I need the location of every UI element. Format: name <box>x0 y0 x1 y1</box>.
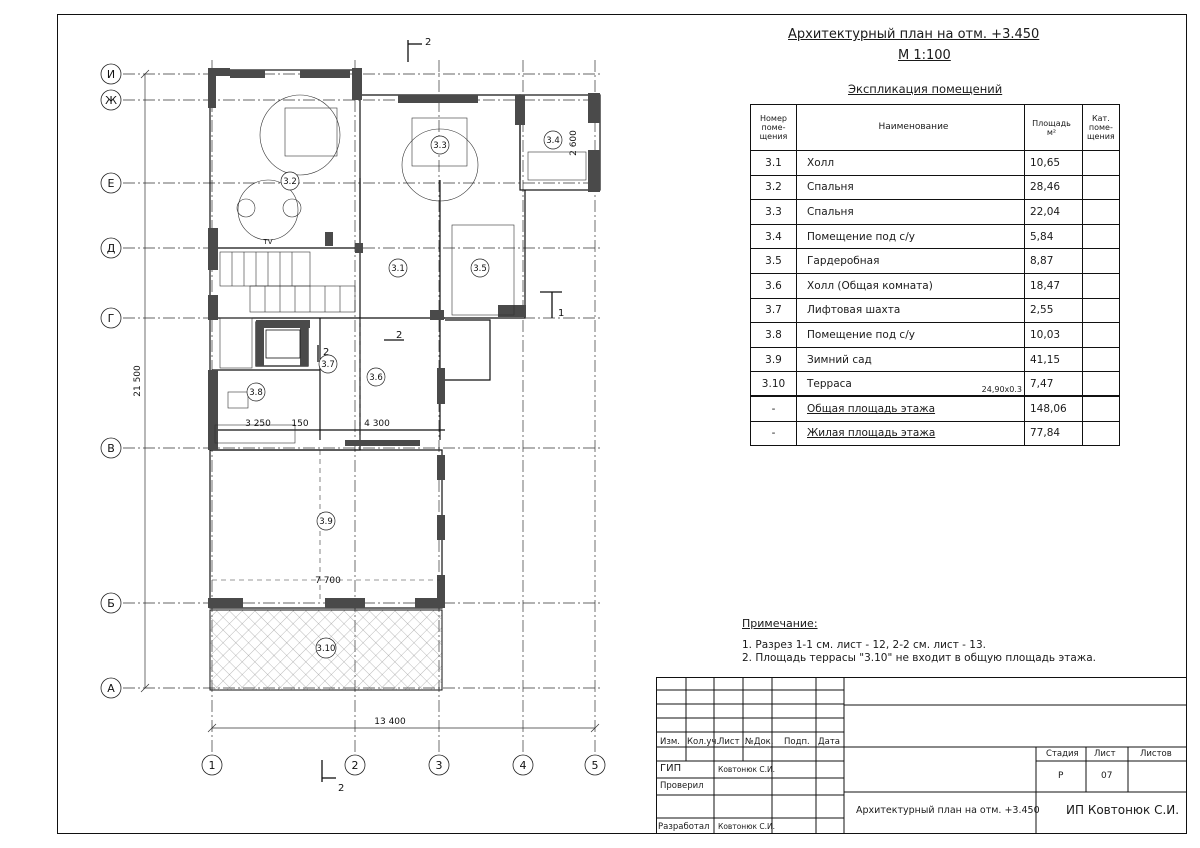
sheet-scale: М 1:100 <box>898 48 951 63</box>
stamp-organization: ИП Ковтонюк С.И. <box>1066 803 1180 817</box>
stamp-header-list: Лист <box>718 737 740 747</box>
stamp-header-date: Дата <box>818 737 841 747</box>
dim-overall-width: 13 400 <box>374 717 406 727</box>
room-tag-3-8: 3.8 <box>249 388 263 398</box>
room-tag-3-5: 3.5 <box>473 264 487 274</box>
axis-col-4: 4 <box>519 759 527 772</box>
axis-row-v: В <box>107 442 115 455</box>
note-line-1: 1. Разрез 1-1 см. лист - 12, 2-2 см. лист - 13. <box>742 639 986 651</box>
room-tag-3-9: 3.9 <box>319 517 333 527</box>
stamp-role-developed: Разработал <box>658 822 710 832</box>
table-row: 3.4 Помещение под с/у 5,84 <box>751 224 1120 249</box>
section-mark-2-inner: 2 <box>396 330 403 341</box>
axis-row-e: Е <box>107 177 115 190</box>
section-mark-2-bottom: 2 <box>338 783 345 794</box>
note-line-2: 2. Площадь террасы "3.10" не входит в общую площадь этажа. <box>742 652 1097 664</box>
stamp-role-gip: ГИП <box>660 763 682 774</box>
table-row: 3.10 Терраса 24,90х0.3 7,47 <box>751 372 1120 397</box>
table-row: 3.7 Лифтовая шахта 2,55 <box>751 298 1120 323</box>
stamp-header-doc: №Док. <box>745 737 774 747</box>
total-row: - Общая площадь этажа 148,06 <box>751 396 1120 421</box>
dim-4300: 4 300 <box>364 419 390 429</box>
stamp-stage-value: Р <box>1058 771 1064 781</box>
room-tag-3-10: 3.10 <box>316 644 336 654</box>
dim-150: 150 <box>291 419 309 429</box>
stamp-header-kol: Кол.уч. <box>687 737 720 747</box>
room-tag-3-3: 3.3 <box>433 141 447 151</box>
room-tag-3-4: 3.4 <box>546 136 560 146</box>
section-mark-2-lift: 2 <box>323 347 330 358</box>
stamp-role-checked: Проверил <box>660 781 704 791</box>
room-tag-3-1: 3.1 <box>391 264 405 274</box>
axis-row-i: И <box>106 68 116 81</box>
total-row: - Жилая площадь этажа 77,84 <box>751 421 1120 446</box>
tv-label: TV <box>263 238 273 246</box>
header-name: Наименование <box>797 105 1025 151</box>
dim-overall-height: 21 500 <box>133 365 143 397</box>
table-row: 3.3 Спальня 22,04 <box>751 200 1120 225</box>
section-mark-1-right: 1 <box>558 308 565 319</box>
header-number: Номер поме- щения <box>751 105 797 151</box>
room-tag-3-2: 3.2 <box>283 177 297 187</box>
section-mark-2-top: 2 <box>425 37 432 48</box>
header-area: Площадь м² <box>1025 105 1083 151</box>
axis-col-1: 1 <box>208 759 216 772</box>
stamp-name-gip: Ковтонюк С.И. <box>718 765 776 774</box>
stamp-sheet-label: Лист <box>1094 749 1116 759</box>
axis-row-zh: Ж <box>105 94 117 107</box>
dim-2600: 2 600 <box>569 130 579 156</box>
room-tag-3-6: 3.6 <box>369 373 383 383</box>
header-category: Кат. поме- щения <box>1083 105 1120 151</box>
stamp-header-sign: Подп. <box>784 737 810 747</box>
stamp-header-izm: Изм. <box>660 737 680 747</box>
dim-7700: 7 700 <box>315 576 341 586</box>
stamp-drawing-title: Архитектурный план на отм. +3.450 <box>856 805 1040 816</box>
table-row: 3.1 Холл 10,65 <box>751 151 1120 176</box>
axis-row-a: А <box>107 682 115 695</box>
axis-row-d: Д <box>106 242 116 255</box>
stamp-stage-label: Стадия <box>1046 749 1079 759</box>
title-block <box>656 677 1187 834</box>
table-row: 3.2 Спальня 28,46 <box>751 175 1120 200</box>
axis-col-2: 2 <box>351 759 359 772</box>
notes-heading: Примечание: <box>742 617 818 630</box>
stamp-name-developed: Ковтонюк С.И. <box>718 822 776 831</box>
axis-row-g: Г <box>107 312 115 325</box>
axis-col-5: 5 <box>591 759 599 772</box>
explication-table <box>750 104 1120 446</box>
explication-caption: Экспликация помещений <box>848 82 1003 96</box>
table-row: 3.6 Холл (Общая комната) 18,47 <box>751 273 1120 298</box>
axis-col-3: 3 <box>435 759 443 772</box>
table-row: 3.5 Гардеробная 8,87 <box>751 249 1120 274</box>
dim-3250: 3 250 <box>245 419 271 429</box>
axis-row-b: Б <box>107 597 115 610</box>
stamp-sheet-value: 07 <box>1101 771 1113 781</box>
sheet-title: Архитектурный план на отм. +3.450 <box>788 27 1040 42</box>
stamp-sheets-label: Листов <box>1140 749 1172 759</box>
room-tag-3-7: 3.7 <box>321 360 335 370</box>
terrace-note: 24,90х0.3 <box>981 385 1022 395</box>
table-row: 3.9 Зимний сад 41,15 <box>751 347 1120 372</box>
table-row: 3.8 Помещение под с/у 10,03 <box>751 323 1120 348</box>
explication-header-row <box>751 105 1120 151</box>
